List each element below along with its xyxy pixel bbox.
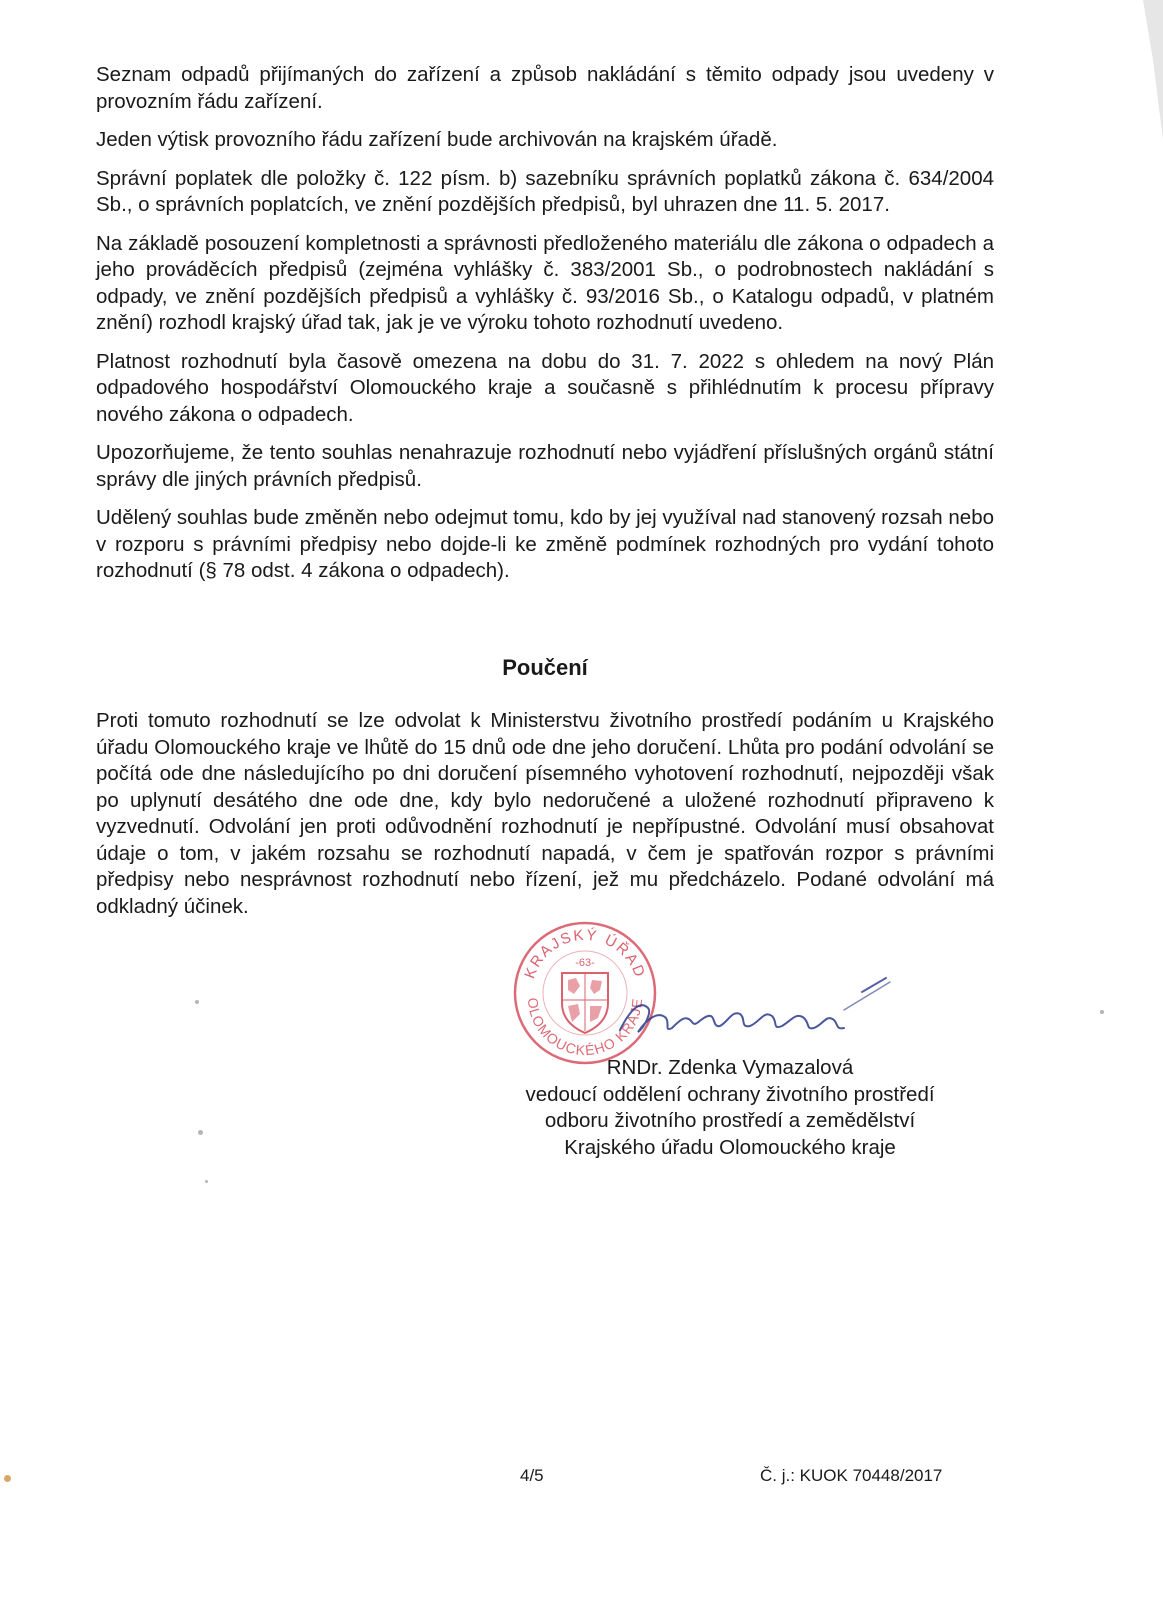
signatory-block (490, 1055, 970, 1161)
stamp-top-text: KRAJSKÝ ÚŘAD (521, 926, 649, 981)
signatory-role-3: Krajského úřadu Olomouckého kraje (564, 1135, 896, 1159)
handwritten-signature (600, 970, 900, 1050)
paragraph-fee: Správní poplatek dle položky č. 122 písm. b) sazebníku správních poplatků zákona č. 634/2004 Sb., o správních poplatcích, ve znění pozdějších předpisů, byl uhrazen dne 11. 5. 2017. (96, 166, 994, 216)
scan-edge-shadow (1123, 0, 1163, 1599)
reference-number: Č. j.: KUOK 70448/2017 (760, 1466, 943, 1485)
paragraph-waste-list: Seznam odpadů přijímaných do zařízení a způsob nakládání s těmito odpady jsou uvedeny v provozním řádu zařízení. (96, 63, 994, 113)
signatory-role-2: odboru životního prostředí a zemědělství (544, 1109, 916, 1132)
paragraph-revocation: Udělený souhlas bude změněn nebo odejmut tomu, kdo by jej využíval nad stanovený rozsah nebo v rozporu s právními předpisy nebo dojde-li ke změně podmínek rozhodných pro vydání tohoto rozhodnutí (§ 78 odst. 4 zákona o odpadech). (96, 506, 995, 582)
paragraph-validity: Platnost rozhodnutí byla časově omezena na dobu do 31. 7. 2022 s ohledem na nový Plán odpadového hospodářství Olomouckého kraje a současně s přihlédnutím k procesu přípravy nového zákona o odpadech. (96, 349, 994, 426)
signatory-role-1: vedoucí oddělení ochrany životního prostředí (525, 1082, 935, 1106)
body-text (96, 62, 994, 597)
paragraph-assessment: Na základě posouzení kompletnosti a správnosti předloženého materiálu dle zákona o odpadech a jeho prováděcích předpisů (zejména vyhlášky č. 383/2001 Sb., o podrobnostech nakládání s odpady, ve znění pozdějších předpisů a vyhlášky č. 93/2016 Sb., o Katalogu odpadů, v platném znění) rozhodl krajský úřad tak, jak je ve výroku tohoto rozhodnutí uvedeno. (96, 231, 994, 334)
scan-speck (195, 1000, 199, 1004)
stamp-number: -63- (575, 957, 595, 969)
signatory-name: RNDr. Zdenka Vymazalová (606, 1056, 854, 1079)
scan-speck (4, 1475, 11, 1482)
scan-speck (205, 1180, 208, 1183)
paragraph-archive: Jeden výtisk provozního řádu zařízení bude archivován na krajském úřadě. (96, 128, 778, 151)
stamp-bottom-text: OLOMOUCKÉHO KRAJE (524, 996, 646, 1059)
instruction-text-block (96, 708, 994, 932)
instruction-heading: Poučení (502, 655, 588, 680)
scan-speck (1100, 1010, 1104, 1014)
instruction-paragraph: Proti tomuto rozhodnutí se lze odvolat k Ministerstvu životního prostředí podáním u Krajského úřadu Olomouckého kraje ve lhůtě do 15 dnů ode dne jeho doručení. Lhůta pro podání odvolání se počítá ode dne následujícího po dni doručení písemného vyhotovení rozhodnutí, nejpozději však po uplynutí desátého dne ode dne, kdy bylo nedoručené a uložené rozhodnutí připraveno k vyzvednutí. Odvolání jen proti odůvodnění rozhodnutí je nepřípustné. Odvolání musí obsahovat údaje o tom, v jakém rozsahu se rozhodnutí napadá, v čem je spatřován rozpor s právními předpisy nebo nesprávnost rozhodnutí nebo řízení, jež mu předcházelo. Podané odvolání má odkladný účinek. (96, 709, 994, 918)
paragraph-notice: Upozorňujeme, že tento souhlas nenahrazuje rozhodnutí nebo vyjádření příslušných orgánů státní správy dle jiných právních předpisů. (96, 441, 994, 491)
scan-speck (198, 1130, 203, 1135)
page-number: 4/5 (520, 1466, 544, 1485)
